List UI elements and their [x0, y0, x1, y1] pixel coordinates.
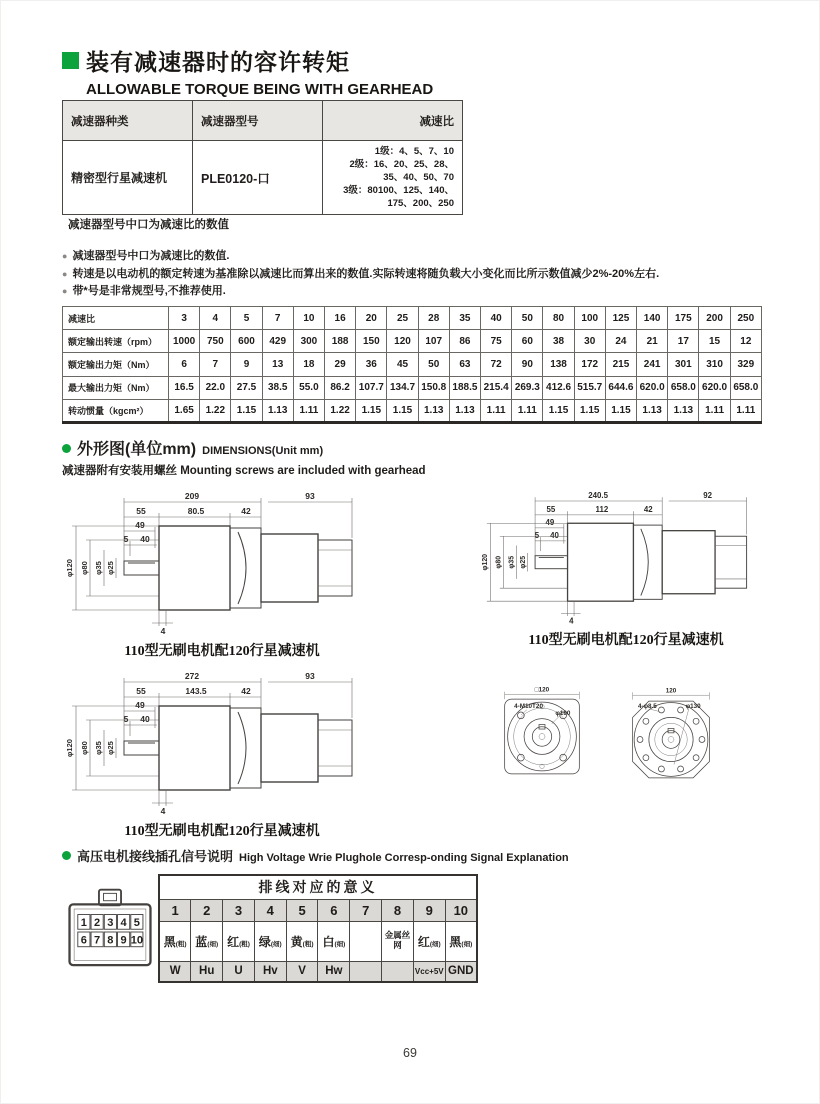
svg-text:4: 4	[569, 616, 574, 626]
torque-cell: 658.0	[668, 376, 699, 399]
svg-text:93: 93	[305, 671, 315, 681]
connector-pin-number: 2	[94, 917, 101, 930]
svg-text:φ120: φ120	[481, 553, 489, 571]
torque-cell: 72	[481, 353, 512, 376]
torque-cell: 1.13	[449, 399, 480, 422]
signal-wire-cell: 绿(细)	[254, 921, 286, 961]
svg-text:40: 40	[550, 531, 559, 541]
torque-cell: 188	[325, 330, 356, 353]
signal-name-cell: Vcc+5V	[413, 961, 445, 982]
torque-cell: 1.13	[637, 399, 668, 422]
signal-wire-cell: 黑(粗)	[159, 921, 191, 961]
signal-title: 高压电机接线插孔信号说明	[77, 849, 234, 864]
page-title-en: ALLOWABLE TORQUE BEING WITH GEARHEAD	[86, 81, 434, 98]
torque-cell: 644.6	[605, 376, 636, 399]
connector-pin-number: 6	[80, 934, 87, 947]
torque-cell: 620.0	[699, 376, 730, 399]
svg-text:φ80: φ80	[495, 555, 503, 569]
torque-cell: 1.11	[512, 399, 543, 422]
svg-text:49: 49	[135, 520, 145, 530]
torque-cell: 1.65	[169, 399, 200, 422]
torque-cell: 138	[543, 353, 574, 376]
connector-pin-number: 3	[107, 917, 114, 930]
connector-pin-number: 4	[120, 917, 127, 930]
torque-cell: 1000	[169, 330, 200, 353]
torque-cell: 22.0	[200, 376, 231, 399]
torque-cell: 1.22	[325, 399, 356, 422]
dim-label: φ100	[555, 709, 571, 717]
connector-pin-number: 9	[120, 934, 127, 947]
bullet-icon: ●	[62, 268, 68, 279]
torque-cell: 412.6	[543, 376, 574, 399]
svg-text:93: 93	[305, 491, 315, 501]
signal-wire-cell: 金属丝网	[382, 921, 414, 961]
svg-text:5: 5	[123, 714, 129, 724]
side-view-svg	[56, 488, 388, 638]
drawing-caption: 110型无刷电机配120行星减速机	[124, 824, 320, 839]
page-number: 69	[403, 1046, 417, 1060]
torque-cell: 28	[418, 307, 449, 330]
signal-name-cell: GND	[445, 961, 477, 982]
torque-cell: 3	[169, 307, 200, 330]
svg-text:42: 42	[241, 506, 251, 516]
torque-cell: 1.15	[387, 399, 418, 422]
ratio-line: 1级：4、5、7、10	[374, 146, 454, 157]
svg-text:143.5: 143.5	[185, 686, 207, 696]
svg-text:φ25: φ25	[106, 561, 115, 575]
torque-cell: 1.15	[543, 399, 574, 422]
torque-row-label: 最大输出力矩（Nm）	[63, 376, 169, 399]
torque-cell: 1.22	[200, 399, 231, 422]
svg-text:40: 40	[140, 714, 150, 724]
dimension-drawing-side3	[56, 668, 388, 840]
page-header	[62, 44, 433, 98]
torque-cell: 620.0	[637, 376, 668, 399]
torque-cell: 50	[418, 353, 449, 376]
torque-cell: 134.7	[387, 376, 418, 399]
signal-title-en: High Voltage Wrie Plughole Corresp-onding Signal Explanation	[239, 852, 569, 864]
torque-cell: 16	[325, 307, 356, 330]
svg-text:5: 5	[534, 531, 540, 541]
torque-cell: 12	[730, 330, 761, 353]
dimensions-subtitle: 减速器附有安装用螺丝 Mounting screws are included with gearhead	[62, 465, 426, 477]
signal-wire-cell: 白(细)	[318, 921, 350, 961]
torque-cell: 50	[512, 307, 543, 330]
torque-cell: 16.5	[169, 376, 200, 399]
signal-wire-cell: 蓝(细)	[191, 921, 223, 961]
torque-cell: 1.11	[730, 399, 761, 422]
torque-cell: 75	[481, 330, 512, 353]
torque-cell: 250	[730, 307, 761, 330]
signal-pin-cell: 8	[382, 899, 414, 921]
drawing-caption: 110型无刷电机配120行星减速机	[124, 644, 320, 659]
signal-wire-cell: 黑(细)	[445, 921, 477, 961]
connector-pin-number: 5	[133, 917, 140, 930]
connector-drawing	[64, 884, 156, 985]
ratio-line: 175、200、250	[387, 198, 454, 209]
torque-cell: 1.15	[356, 399, 387, 422]
signal-name-cell: V	[286, 961, 318, 982]
note-item: ● 带*号是非常规型号,不推荐使用.	[62, 283, 762, 301]
torque-cell: 10	[293, 307, 324, 330]
note-item: ● 转速是以电动机的额定转速为基准除以减速比而算出来的数值.实际转速将随负载大小变化而比所示数值减少2%-20%左右.	[62, 266, 762, 284]
side-view-svg	[472, 488, 780, 627]
torque-cell: 5	[231, 307, 262, 330]
signal-name-cell: Hv	[254, 961, 286, 982]
signal-pin-cell: 6	[318, 899, 350, 921]
dimensions-title: 外形图(单位mm)	[77, 441, 197, 458]
torque-cell: 24	[605, 330, 636, 353]
svg-text:φ25: φ25	[519, 555, 527, 569]
section-dot-icon	[62, 851, 71, 860]
svg-text:55: 55	[136, 686, 146, 696]
connector-pin-number: 1	[80, 917, 87, 930]
section-dot-icon	[62, 444, 71, 453]
svg-text:φ35: φ35	[94, 741, 103, 755]
gearhead-table	[62, 100, 463, 215]
torque-cell: 15	[699, 330, 730, 353]
torque-cell: 36	[356, 353, 387, 376]
svg-text:φ25: φ25	[106, 741, 115, 755]
signal-name-cell	[382, 961, 414, 982]
torque-cell: 107	[418, 330, 449, 353]
torque-row-label: 转动惯量（kgcm²）	[63, 399, 169, 422]
svg-text:42: 42	[643, 505, 653, 515]
signal-pin-cell: 7	[350, 899, 382, 921]
dimension-drawing-side1	[56, 488, 388, 660]
torque-cell: 658.0	[730, 376, 761, 399]
ratio-line: 3级：80100、125、140、	[343, 185, 454, 196]
torque-cell: 241	[637, 353, 668, 376]
gearhead-type-cell: 精密型行星减速机	[63, 141, 193, 215]
svg-text:5: 5	[123, 534, 129, 544]
svg-text:80.5: 80.5	[187, 506, 205, 516]
svg-text:42: 42	[241, 686, 251, 696]
signal-name-cell: Hu	[191, 961, 223, 982]
torque-cell: 63	[449, 353, 480, 376]
torque-cell: 120	[387, 330, 418, 353]
torque-cell: 1.15	[605, 399, 636, 422]
torque-cell: 13	[262, 353, 293, 376]
gearhead-table-header-ratio: 减速比	[323, 101, 463, 141]
dimensions-section-header	[62, 436, 426, 478]
torque-cell: 1.13	[262, 399, 293, 422]
dim-label: □120	[534, 686, 550, 694]
dimensions-title-en: DIMENSIONS(Unit mm)	[202, 445, 324, 457]
torque-cell: 1.11	[699, 399, 730, 422]
svg-text:55: 55	[136, 506, 146, 516]
torque-cell: 7	[200, 353, 231, 376]
svg-text:49: 49	[135, 700, 145, 710]
signal-wire-cell	[350, 921, 382, 961]
face-view-octagon-flange	[612, 674, 730, 802]
svg-text:209: 209	[184, 491, 200, 501]
svg-text:4: 4	[160, 806, 166, 816]
dim-label: φ130	[685, 702, 701, 710]
gearhead-table-header-model: 减速器型号	[193, 101, 323, 141]
torque-cell: 1.11	[481, 399, 512, 422]
torque-cell: 140	[637, 307, 668, 330]
torque-cell: 80	[543, 307, 574, 330]
torque-cell: 200	[699, 307, 730, 330]
torque-cell: 429	[262, 330, 293, 353]
svg-text:272: 272	[184, 671, 200, 681]
gearhead-table-footnote: 减速器型号中口为减速比的数值	[68, 219, 229, 231]
signal-pin-cell: 3	[223, 899, 255, 921]
signal-pin-cell: 1	[159, 899, 191, 921]
ratio-line: 35、40、50、70	[383, 172, 454, 183]
torque-cell: 100	[574, 307, 605, 330]
torque-cell: 215.4	[481, 376, 512, 399]
torque-cell: 1.13	[668, 399, 699, 422]
torque-cell: 21	[637, 330, 668, 353]
page-title: 装有减速器时的容许转矩	[86, 49, 350, 75]
signal-name-cell: U	[223, 961, 255, 982]
connector-pin-number: 10	[130, 934, 144, 947]
torque-cell: 29	[325, 353, 356, 376]
dim-label: 4-M10T20	[514, 703, 543, 711]
signal-pin-cell: 10	[445, 899, 477, 921]
signal-wire-cell: 黄(粗)	[286, 921, 318, 961]
torque-cell: 1.15	[231, 399, 262, 422]
signal-pin-cell: 9	[413, 899, 445, 921]
torque-cell: 215	[605, 353, 636, 376]
connector-pin-number: 7	[94, 934, 101, 947]
dimension-drawing-side2	[472, 488, 780, 649]
bullet-icon: ●	[62, 251, 68, 261]
signal-section-header	[62, 846, 569, 865]
torque-cell: 188.5	[449, 376, 480, 399]
torque-cell: 7	[262, 307, 293, 330]
torque-table-wrap	[62, 306, 762, 424]
torque-row-label: 减速比	[63, 307, 169, 330]
drawing-caption: 110型无刷电机配120行星减速机	[528, 633, 724, 649]
torque-row-label: 额定输出转速（rpm）	[63, 330, 169, 353]
torque-table	[62, 306, 762, 424]
signal-name-cell: Hw	[318, 961, 350, 982]
svg-text:92: 92	[703, 491, 713, 501]
torque-cell: 18	[293, 353, 324, 376]
torque-cell: 1.11	[293, 399, 324, 422]
torque-cell: 301	[668, 353, 699, 376]
torque-cell: 17	[668, 330, 699, 353]
svg-text:4: 4	[160, 626, 166, 636]
torque-cell: 310	[699, 353, 730, 376]
signal-table	[158, 874, 478, 983]
torque-cell: 38.5	[262, 376, 293, 399]
svg-text:φ80: φ80	[80, 741, 89, 755]
svg-text:240.5: 240.5	[588, 491, 609, 501]
svg-text:112: 112	[595, 505, 609, 515]
torque-cell: 60	[512, 330, 543, 353]
torque-cell: 269.3	[512, 376, 543, 399]
torque-cell: 86.2	[325, 376, 356, 399]
torque-cell: 35	[449, 307, 480, 330]
signal-pin-cell: 2	[191, 899, 223, 921]
face-view-square-flange	[486, 674, 598, 802]
torque-cell: 172	[574, 353, 605, 376]
bullet-icon: ●	[62, 286, 68, 296]
gearhead-model-cell: PLE0120-口	[193, 141, 323, 215]
signal-table-wrap	[158, 874, 478, 983]
dim-label: 4-φ8.5	[638, 702, 657, 710]
torque-cell: 4	[200, 307, 231, 330]
torque-cell: 150	[356, 330, 387, 353]
torque-cell: 329	[730, 353, 761, 376]
torque-cell: 150.8	[418, 376, 449, 399]
ratio-line: 2级：16、20、25、28、	[349, 159, 454, 170]
torque-cell: 300	[293, 330, 324, 353]
torque-cell: 125	[605, 307, 636, 330]
torque-cell: 107.7	[356, 376, 387, 399]
svg-text:φ80: φ80	[80, 561, 89, 575]
note-item: ● 减速器型号中口为减速比的数值.	[62, 248, 762, 266]
svg-text:φ35: φ35	[94, 561, 103, 575]
torque-row-label: 额定输出力矩（Nm）	[63, 353, 169, 376]
side-view-svg	[56, 668, 388, 818]
torque-cell: 38	[543, 330, 574, 353]
section-marker-icon	[62, 52, 79, 69]
svg-text:φ120: φ120	[65, 559, 74, 577]
torque-cell: 90	[512, 353, 543, 376]
svg-text:55: 55	[546, 505, 556, 515]
signal-pin-cell: 4	[254, 899, 286, 921]
signal-pin-cell: 5	[286, 899, 318, 921]
signal-name-cell	[350, 961, 382, 982]
svg-text:φ35: φ35	[508, 555, 516, 569]
torque-cell: 1.15	[574, 399, 605, 422]
torque-cell: 40	[481, 307, 512, 330]
torque-cell: 30	[574, 330, 605, 353]
signal-wire-cell: 红(粗)	[223, 921, 255, 961]
torque-cell: 1.13	[418, 399, 449, 422]
dim-label: 120	[665, 687, 677, 695]
gearhead-table-header-type: 减速器种类	[63, 101, 193, 141]
torque-cell: 600	[231, 330, 262, 353]
signal-table-title: 排线对应的意义	[159, 875, 477, 899]
torque-cell: 515.7	[574, 376, 605, 399]
notes-list	[62, 248, 762, 301]
signal-name-cell: W	[159, 961, 191, 982]
face-view-drawings	[486, 674, 730, 802]
torque-cell: 175	[668, 307, 699, 330]
torque-cell: 27.5	[231, 376, 262, 399]
torque-cell: 45	[387, 353, 418, 376]
svg-text:40: 40	[140, 534, 150, 544]
svg-text:49: 49	[545, 518, 555, 528]
torque-cell: 86	[449, 330, 480, 353]
torque-cell: 20	[356, 307, 387, 330]
torque-cell: 25	[387, 307, 418, 330]
bolt-holes	[637, 707, 705, 772]
gearhead-ratio-cell	[323, 141, 463, 215]
torque-cell: 9	[231, 353, 262, 376]
torque-cell: 55.0	[293, 376, 324, 399]
svg-text:φ120: φ120	[65, 739, 74, 757]
connector-pin-number: 8	[107, 934, 114, 947]
torque-cell: 750	[200, 330, 231, 353]
torque-cell: 6	[169, 353, 200, 376]
signal-wire-cell: 红(细)	[413, 921, 445, 961]
